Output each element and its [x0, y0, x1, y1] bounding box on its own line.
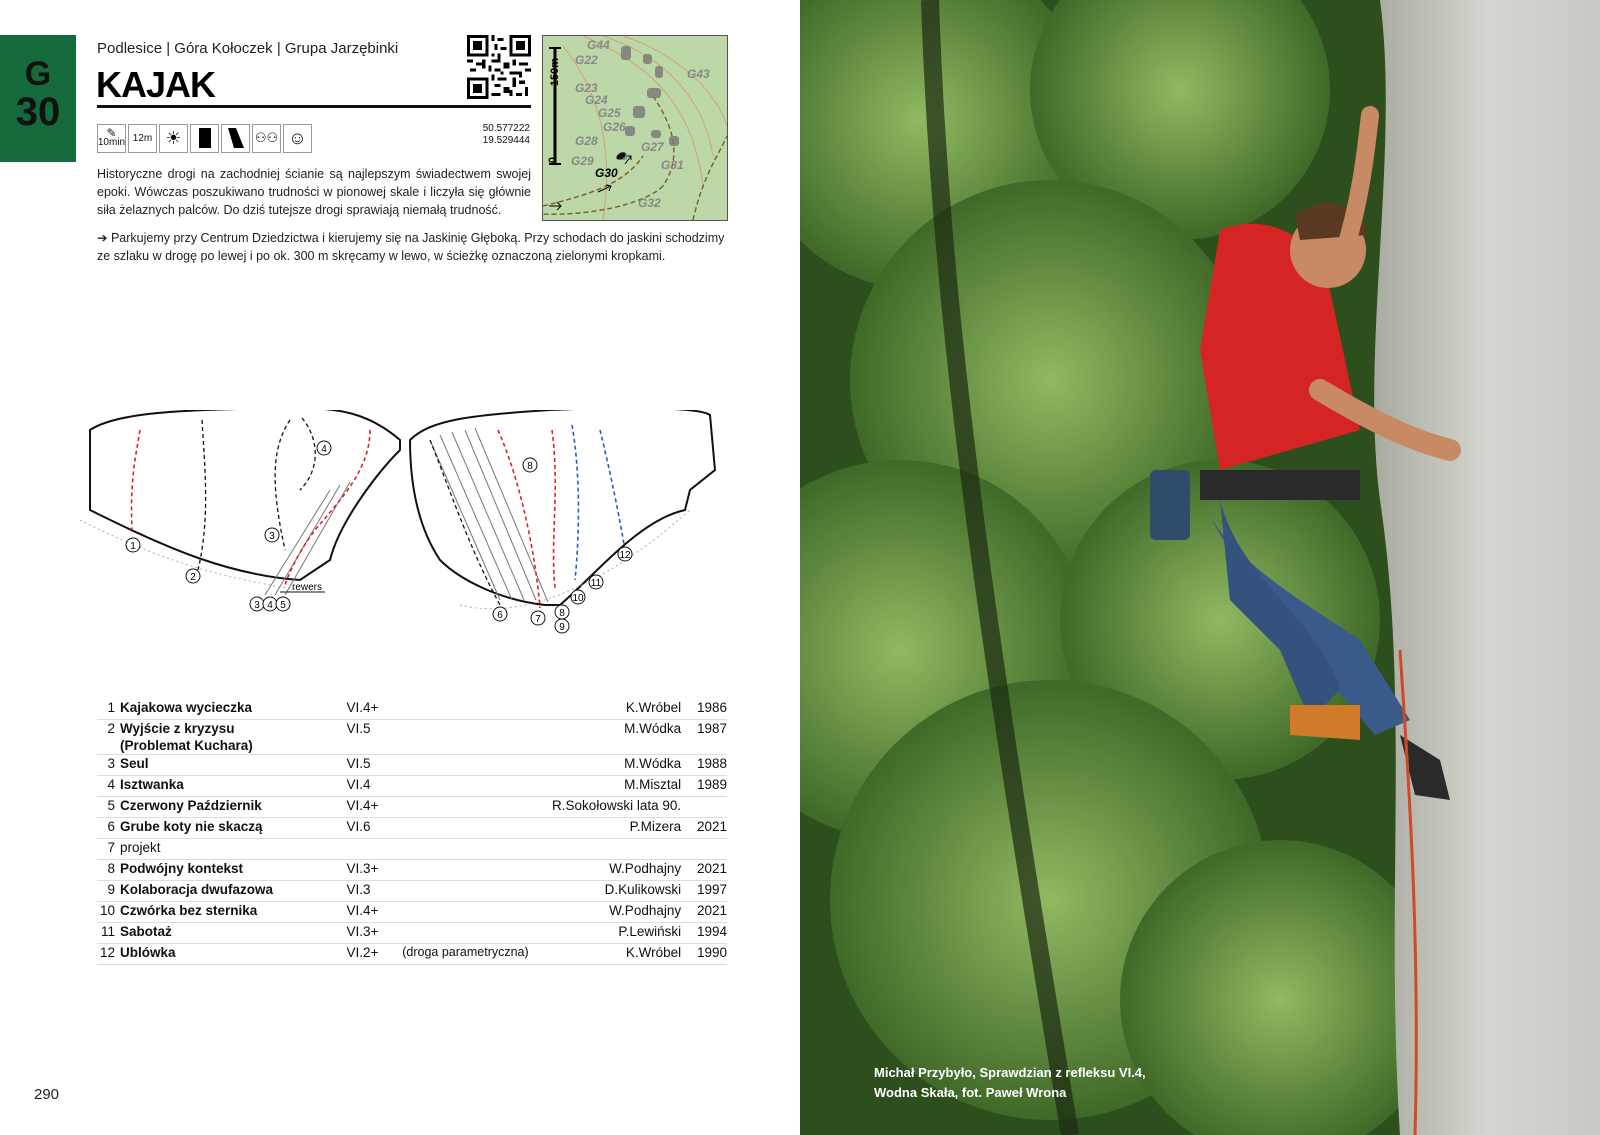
route-name: Ublówka: [120, 944, 347, 965]
route-year: 1988: [681, 755, 727, 776]
route-row: [97, 902, 727, 923]
right-page-photo: [800, 0, 1600, 1135]
route-number: 3: [97, 755, 120, 776]
route-row: [97, 839, 727, 860]
route-row: [97, 923, 727, 944]
minimap-label: G28: [575, 134, 598, 148]
minimap-label: G24: [585, 93, 608, 107]
route-name: projekt: [120, 839, 347, 860]
minimap-label: G23: [575, 81, 598, 95]
route-note: [402, 797, 541, 818]
route-note: [402, 818, 541, 839]
sun-icon: ☀: [159, 124, 188, 153]
route-author: K.Wróbel: [542, 699, 681, 720]
route-year: 2021: [681, 818, 727, 839]
route-author: P.Mizera: [542, 818, 681, 839]
route-name: Czwórka bez sternika: [120, 902, 347, 923]
route-row: [97, 720, 727, 755]
caption-line-1: Michał Przybyło, Sprawdzian z refleksu VI.4,: [874, 1065, 1146, 1080]
sector-tab-letter: G: [24, 55, 52, 93]
minimap-scale-bottom: 0: [547, 156, 560, 164]
route-note: [402, 923, 541, 944]
route-row: [97, 860, 727, 881]
approach-time-icon: [97, 124, 126, 153]
family-icon: ⚇⚇: [252, 124, 281, 153]
route-year: 2021: [681, 902, 727, 923]
approach-minimap[interactable]: [542, 35, 728, 221]
route-author: P.Lewiński: [542, 923, 681, 944]
vertical-wall-shape: [195, 127, 215, 149]
svg-text:10: 10: [572, 593, 584, 604]
vertical-wall-icon: [190, 124, 219, 153]
route-12-line: [600, 430, 625, 550]
route-grade: VI.4+: [346, 797, 402, 818]
left-rock-outline: [90, 410, 400, 580]
route-row: [97, 881, 727, 902]
breadcrumb: Podlesice | Góra Kołoczek | Grupa Jarzębinki: [97, 40, 399, 57]
svg-text:1: 1: [130, 541, 136, 552]
route-note: [402, 902, 541, 923]
svg-text:2: 2: [190, 572, 196, 583]
route-row: [97, 944, 727, 965]
route-year: 1986: [681, 699, 727, 720]
route-number: 10: [97, 902, 120, 923]
route-number: 4: [97, 776, 120, 797]
photo-caption: [874, 1063, 1146, 1103]
routes-table: [97, 699, 727, 965]
minimap-label: G44: [587, 38, 610, 52]
approach-time: 10min: [97, 137, 126, 148]
route-11-line: [572, 425, 578, 580]
wall-height: 12m: [132, 132, 153, 144]
route-note: [402, 860, 541, 881]
caption-line-2: Wodna Skała, fot. Paweł Wrona: [874, 1085, 1067, 1100]
route-name: Seul: [120, 755, 347, 776]
route-author: M.Wódka: [542, 720, 681, 755]
route-grade: VI.5: [346, 755, 402, 776]
svg-text:4: 4: [267, 600, 273, 611]
rock-face: [1374, 0, 1600, 1135]
route-year: [681, 797, 727, 818]
route-name: Isztwanka: [120, 776, 347, 797]
route-4-line: [300, 418, 315, 490]
route-name-line: Wyjście z kryzysu: [119, 721, 235, 736]
minimap-label: G31: [661, 158, 684, 172]
svg-text:12: 12: [619, 550, 631, 561]
svg-text:11: 11: [590, 578, 602, 589]
latitude: 50.577222: [482, 123, 530, 134]
route-author: K.Wróbel: [542, 944, 681, 965]
svg-text:7: 7: [535, 614, 541, 625]
route-year: 2021: [681, 860, 727, 881]
route-year: [681, 839, 727, 860]
route-grade: VI.5: [346, 720, 402, 755]
route-number: 11: [97, 923, 120, 944]
route-grade: VI.3: [346, 881, 402, 902]
rewers-label: rewers: [292, 582, 323, 593]
title-underline: [97, 105, 531, 108]
route-row: [97, 755, 727, 776]
route-year: 1989: [681, 776, 727, 797]
route-year: 1997: [681, 881, 727, 902]
route-2-line: [198, 420, 206, 570]
climber-photo: [800, 0, 1600, 1135]
minimap-label: G27: [641, 140, 664, 154]
route-name: [120, 720, 347, 755]
route-number: 6: [97, 818, 120, 839]
approach-text: ➔ Parkujemy przy Centrum Dziedzictwa i kierujemy się na Jaskinię Głęboką. Przy schodach do jaskini schodzimy ze szlaku w drogę po lewej i po ok. 300 m skręcamy w lewo, w ścieżkę oznaczoną zielonymi kropkami.: [97, 231, 725, 263]
route-grade: VI.4+: [346, 902, 402, 923]
route-note: [402, 776, 541, 797]
route-10-line: [552, 430, 555, 588]
route-author: R.Sokołowski lata 90.: [542, 797, 681, 818]
route-year: 1990: [681, 944, 727, 965]
minimap-label: G25: [598, 106, 621, 120]
route-note: [402, 720, 541, 755]
route-year: 1987: [681, 720, 727, 755]
route-year: 1994: [681, 923, 727, 944]
height-icon: [128, 124, 157, 153]
minimap-label: G29: [571, 154, 594, 168]
route-number: 2: [97, 720, 120, 755]
route-grade: VI.3+: [346, 923, 402, 944]
route-row: [97, 776, 727, 797]
route-grade: VI.4: [346, 776, 402, 797]
walker-icon: ✎: [106, 126, 117, 140]
minimap-label: G43: [687, 67, 710, 81]
route-row: [97, 818, 727, 839]
page-number: 290: [34, 1086, 60, 1103]
description: Historyczne drogi na zachodniej ścianie są najlepszym świadectwem swojej epoki. Wówczas poszukiwano trudności w pionowej skale i liczyła się głównie siła żelaznych palców. Do dziś tutejsze drogi sprawiają niemałą trudność.: [97, 167, 531, 217]
svg-text:8: 8: [527, 461, 533, 472]
minimap-graphic: [543, 36, 727, 220]
route-note: [402, 755, 541, 776]
minimap-label: G30: [595, 166, 618, 180]
route-grade: VI.6: [346, 818, 402, 839]
ground-scree: [80, 510, 690, 609]
route-grade: VI.4+: [346, 699, 402, 720]
route-grade: VI.3+: [346, 860, 402, 881]
svg-text:8: 8: [559, 608, 565, 619]
page-title: KAJAK: [96, 64, 216, 105]
svg-text:4: 4: [321, 444, 327, 455]
route-name: Kajakowa wycieczka: [120, 699, 347, 720]
route-name: Sabotaż: [120, 923, 347, 944]
route-name: Grube koty nie skaczą: [120, 818, 347, 839]
svg-text:9: 9: [559, 622, 565, 633]
route-author: M.Wódka: [542, 755, 681, 776]
smiley-icon: ☺: [283, 124, 312, 153]
route-note: [402, 699, 541, 720]
route-row: [97, 797, 727, 818]
overhang-shape: [226, 127, 246, 149]
svg-text:3: 3: [269, 531, 275, 542]
route-number: 9: [97, 881, 120, 902]
route-author: M.Misztal: [542, 776, 681, 797]
route-row: [97, 699, 727, 720]
route-author: D.Kulikowski: [542, 881, 681, 902]
svg-text:5: 5: [280, 600, 286, 611]
route-note: [402, 881, 541, 902]
minimap-scale-top: 150m: [549, 57, 562, 87]
route-number: 5: [97, 797, 120, 818]
route-1-line: [132, 430, 140, 530]
route-grade: VI.2+: [346, 944, 402, 965]
route-author: [542, 839, 681, 860]
route-name: Kolaboracja dwufazowa: [120, 881, 347, 902]
route-grade: [346, 839, 402, 860]
route-number: 7: [97, 839, 120, 860]
minimap-label: G32: [638, 196, 661, 210]
qr-code-icon[interactable]: [467, 35, 531, 99]
svg-text:6: 6: [497, 610, 503, 621]
svg-text:3: 3: [254, 600, 260, 611]
minimap-label: G22: [575, 53, 598, 67]
route-name: Czerwony Październik: [120, 797, 347, 818]
route-author: W.Podhajny: [542, 902, 681, 923]
topo-diagram: [80, 410, 730, 655]
info-icons: [97, 123, 312, 153]
sector-tab-number: 30: [15, 90, 61, 134]
minimap-label: G26: [603, 120, 626, 134]
route-number: 8: [97, 860, 120, 881]
longitude: 19.529444: [482, 135, 530, 146]
sector-tab: [0, 35, 76, 162]
route-note: (droga parametryczna): [402, 944, 541, 965]
route-note: [402, 839, 541, 860]
route-number: 1: [97, 699, 120, 720]
overhang-icon: [221, 124, 250, 153]
route-number: 12: [97, 944, 120, 965]
route-author: W.Podhajny: [542, 860, 681, 881]
gps-coordinates[interactable]: [440, 123, 530, 147]
route-name-line: (Problemat Kuchara): [119, 738, 253, 753]
route-name: Podwójny kontekst: [120, 860, 347, 881]
